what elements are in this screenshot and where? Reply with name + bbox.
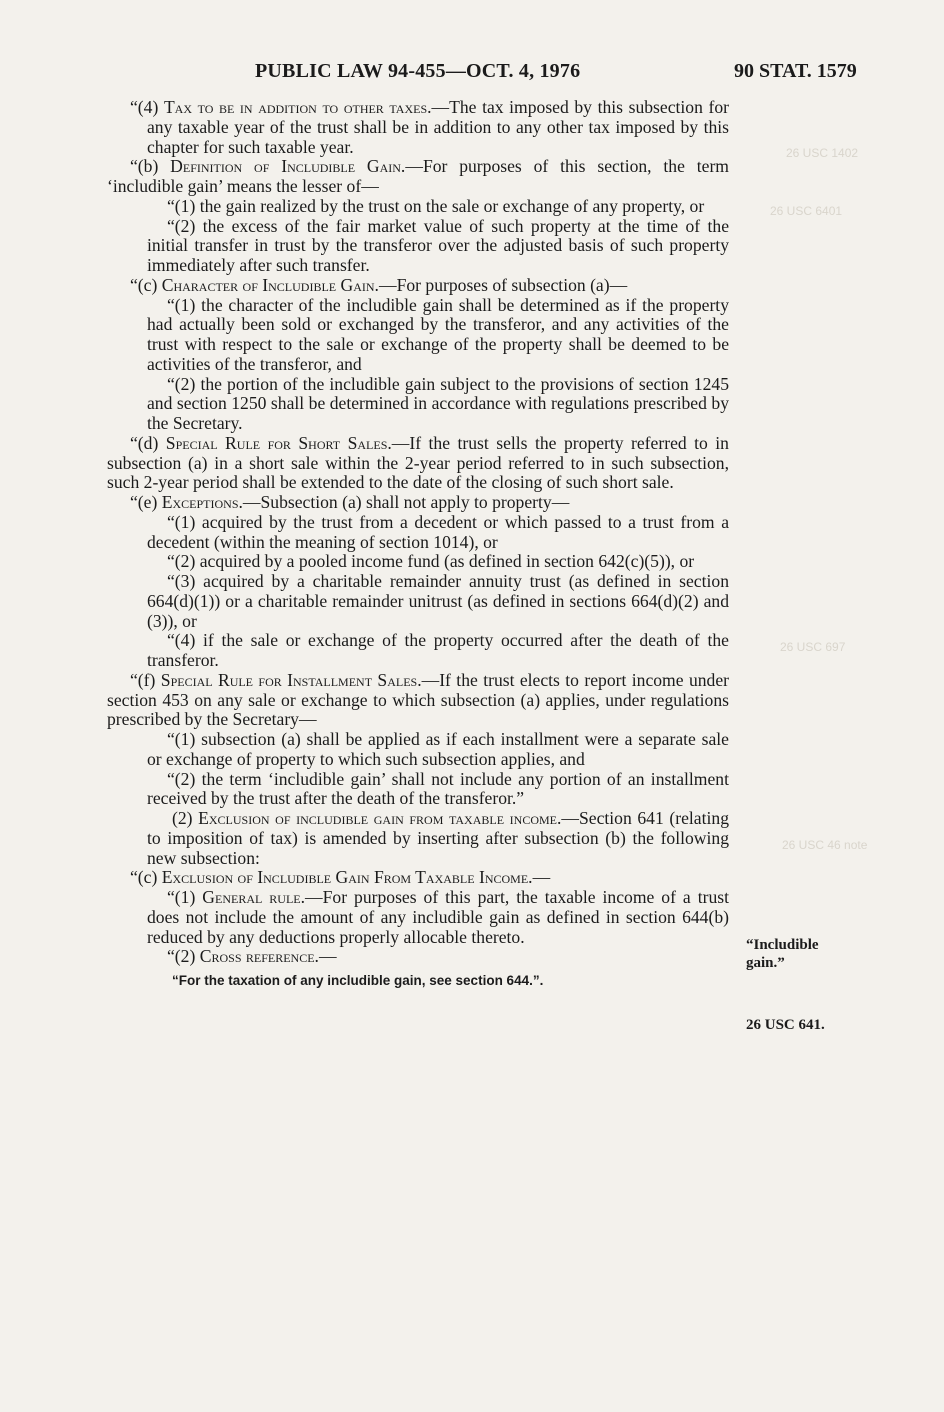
heading: Special Rule for Short Sales. [165, 432, 392, 453]
heading: Tax to be in addition to other taxes. [163, 97, 432, 117]
paragraph-e2: “(2) acquired by a pooled income fund (as defined in section 642(c)(5)), or [167, 551, 695, 572]
heading: General rule. [202, 887, 306, 907]
bleed-through-mark: 26 USC 6401 [770, 204, 843, 218]
paragraph-new-c: “(c) Exclusion of Includible Gain From Taxable Income.— [130, 867, 551, 888]
paragraph-e3: “(3) acquired by a charitable remainder annuity trust (as defined in section 664(d)(1)) or a charitable remainder unitrust (as defined in sections 664(d)(2) and (3)), or [147, 571, 729, 631]
paragraph-d: “(d) Special Rule for Short Sales.—If the trust sells the property referred to in subsection (a) in a short sale within the 2-year period referred to in such subsection, such 2-year period shall be extended to the date of the closing of such short sale. [107, 432, 729, 493]
paragraph-amend-2: (2) Exclusion of includible gain from taxable income.—Section 641 (relating to imposition of tax) is amended by inserting after subsection (b) the following new subsection: [147, 808, 729, 868]
paragraph-c1: “(1) the character of the includible gain shall be determined as if the property had actually been sold or exchanged by the transferor, and any activities of the trust with respect to the sale or exchange of the property shall be deemed to be activities of the transferor, and [147, 294, 729, 374]
paragraph-f1: “(1) subsection (a) shall be applied as if each installment were a separate sale or exchange of property to which such subsection applies, and [147, 729, 729, 769]
paragraph-b: “(b) Definition of Includible Gain.—For purposes of this section, the term ‘includible gain’ means the lesser of— [107, 156, 729, 196]
heading: Exceptions. [161, 492, 243, 512]
bleed-through-mark: 26 USC 46 note [782, 838, 868, 852]
heading: Character of Includible Gain. [161, 274, 379, 295]
heading: Exclusion of includible gain from taxable income. [198, 808, 562, 828]
bleed-through-mark: 26 USC 697 [780, 640, 846, 654]
paragraph-c2: “(2) the portion of the includible gain subject to the provisions of section 1245 and section 1250 shall be determined in accordance with regulations prescribed by the Secretary. [147, 373, 729, 433]
heading: Cross reference. [199, 946, 319, 967]
paragraph-f: “(f) Special Rule for Installment Sales.—If the trust elects to report income under section 453 on any sale or exchange to which subsection (a) applies, under regulations prescribed by the Secretary— [107, 669, 729, 730]
heading: Exclusion of Includible Gain From Taxable Income. [161, 867, 533, 888]
bleed-through-mark: 26 USC 1402 [786, 146, 859, 160]
page-header-title: PUBLIC LAW 94-455—OCT. 4, 1976 [255, 60, 581, 82]
cross-reference-note: “For the taxation of any includible gain, see section 644.”. [172, 973, 544, 988]
heading: Definition of Includible Gain. [170, 156, 406, 177]
paragraph-e1: “(1) acquired by the trust from a decedent or which passed to a trust from a decedent (within the meaning of section 1014), or [147, 511, 729, 552]
paragraph-b1: “(1) the gain realized by the trust on the sale or exchange of any property, or [167, 195, 705, 216]
paragraph-e4: “(4) if the sale or exchange of the property occurred after the death of the transferor. [147, 630, 729, 670]
paragraph-new-c1: “(1) General rule.—For purposes of this part, the taxable income of a trust does not include the amount of any includible gain as defined in section 644(b) reduced by any deductions properly allocable thereto. [147, 887, 729, 947]
margin-note-usc-641: 26 USC 641. [746, 1017, 825, 1033]
paragraph-new-c2: “(2) Cross reference.— [167, 946, 337, 967]
paragraph-b2: “(2) the excess of the fair market value of such property at the time of the initial transfer in trust by the transferor over the adjusted basis of such property immediately after such transfer. [147, 215, 729, 275]
paragraph-c: “(c) Character of Includible Gain.—For purposes of subsection (a)— [130, 274, 628, 295]
paragraph-4: “(4) Tax to be in addition to other taxes.—The tax imposed by this subsection for any taxable year of the trust shall be in addition to any other tax imposed by this chapter for such taxable year. [130, 97, 729, 157]
paragraph-f2: “(2) the term ‘includible gain’ shall not include any portion of an installment received by the trust after the death of the transferor.” [147, 768, 729, 809]
body-text [107, 98, 729, 991]
margin-note-includible-gain: “Includible gain.” [746, 937, 819, 971]
page-header-stat: 90 STAT. 1579 [734, 60, 857, 82]
heading: Special Rule for Installment Sales. [160, 669, 422, 690]
paragraph-e: “(e) Exceptions.—Subsection (a) shall not apply to property— [130, 492, 570, 512]
